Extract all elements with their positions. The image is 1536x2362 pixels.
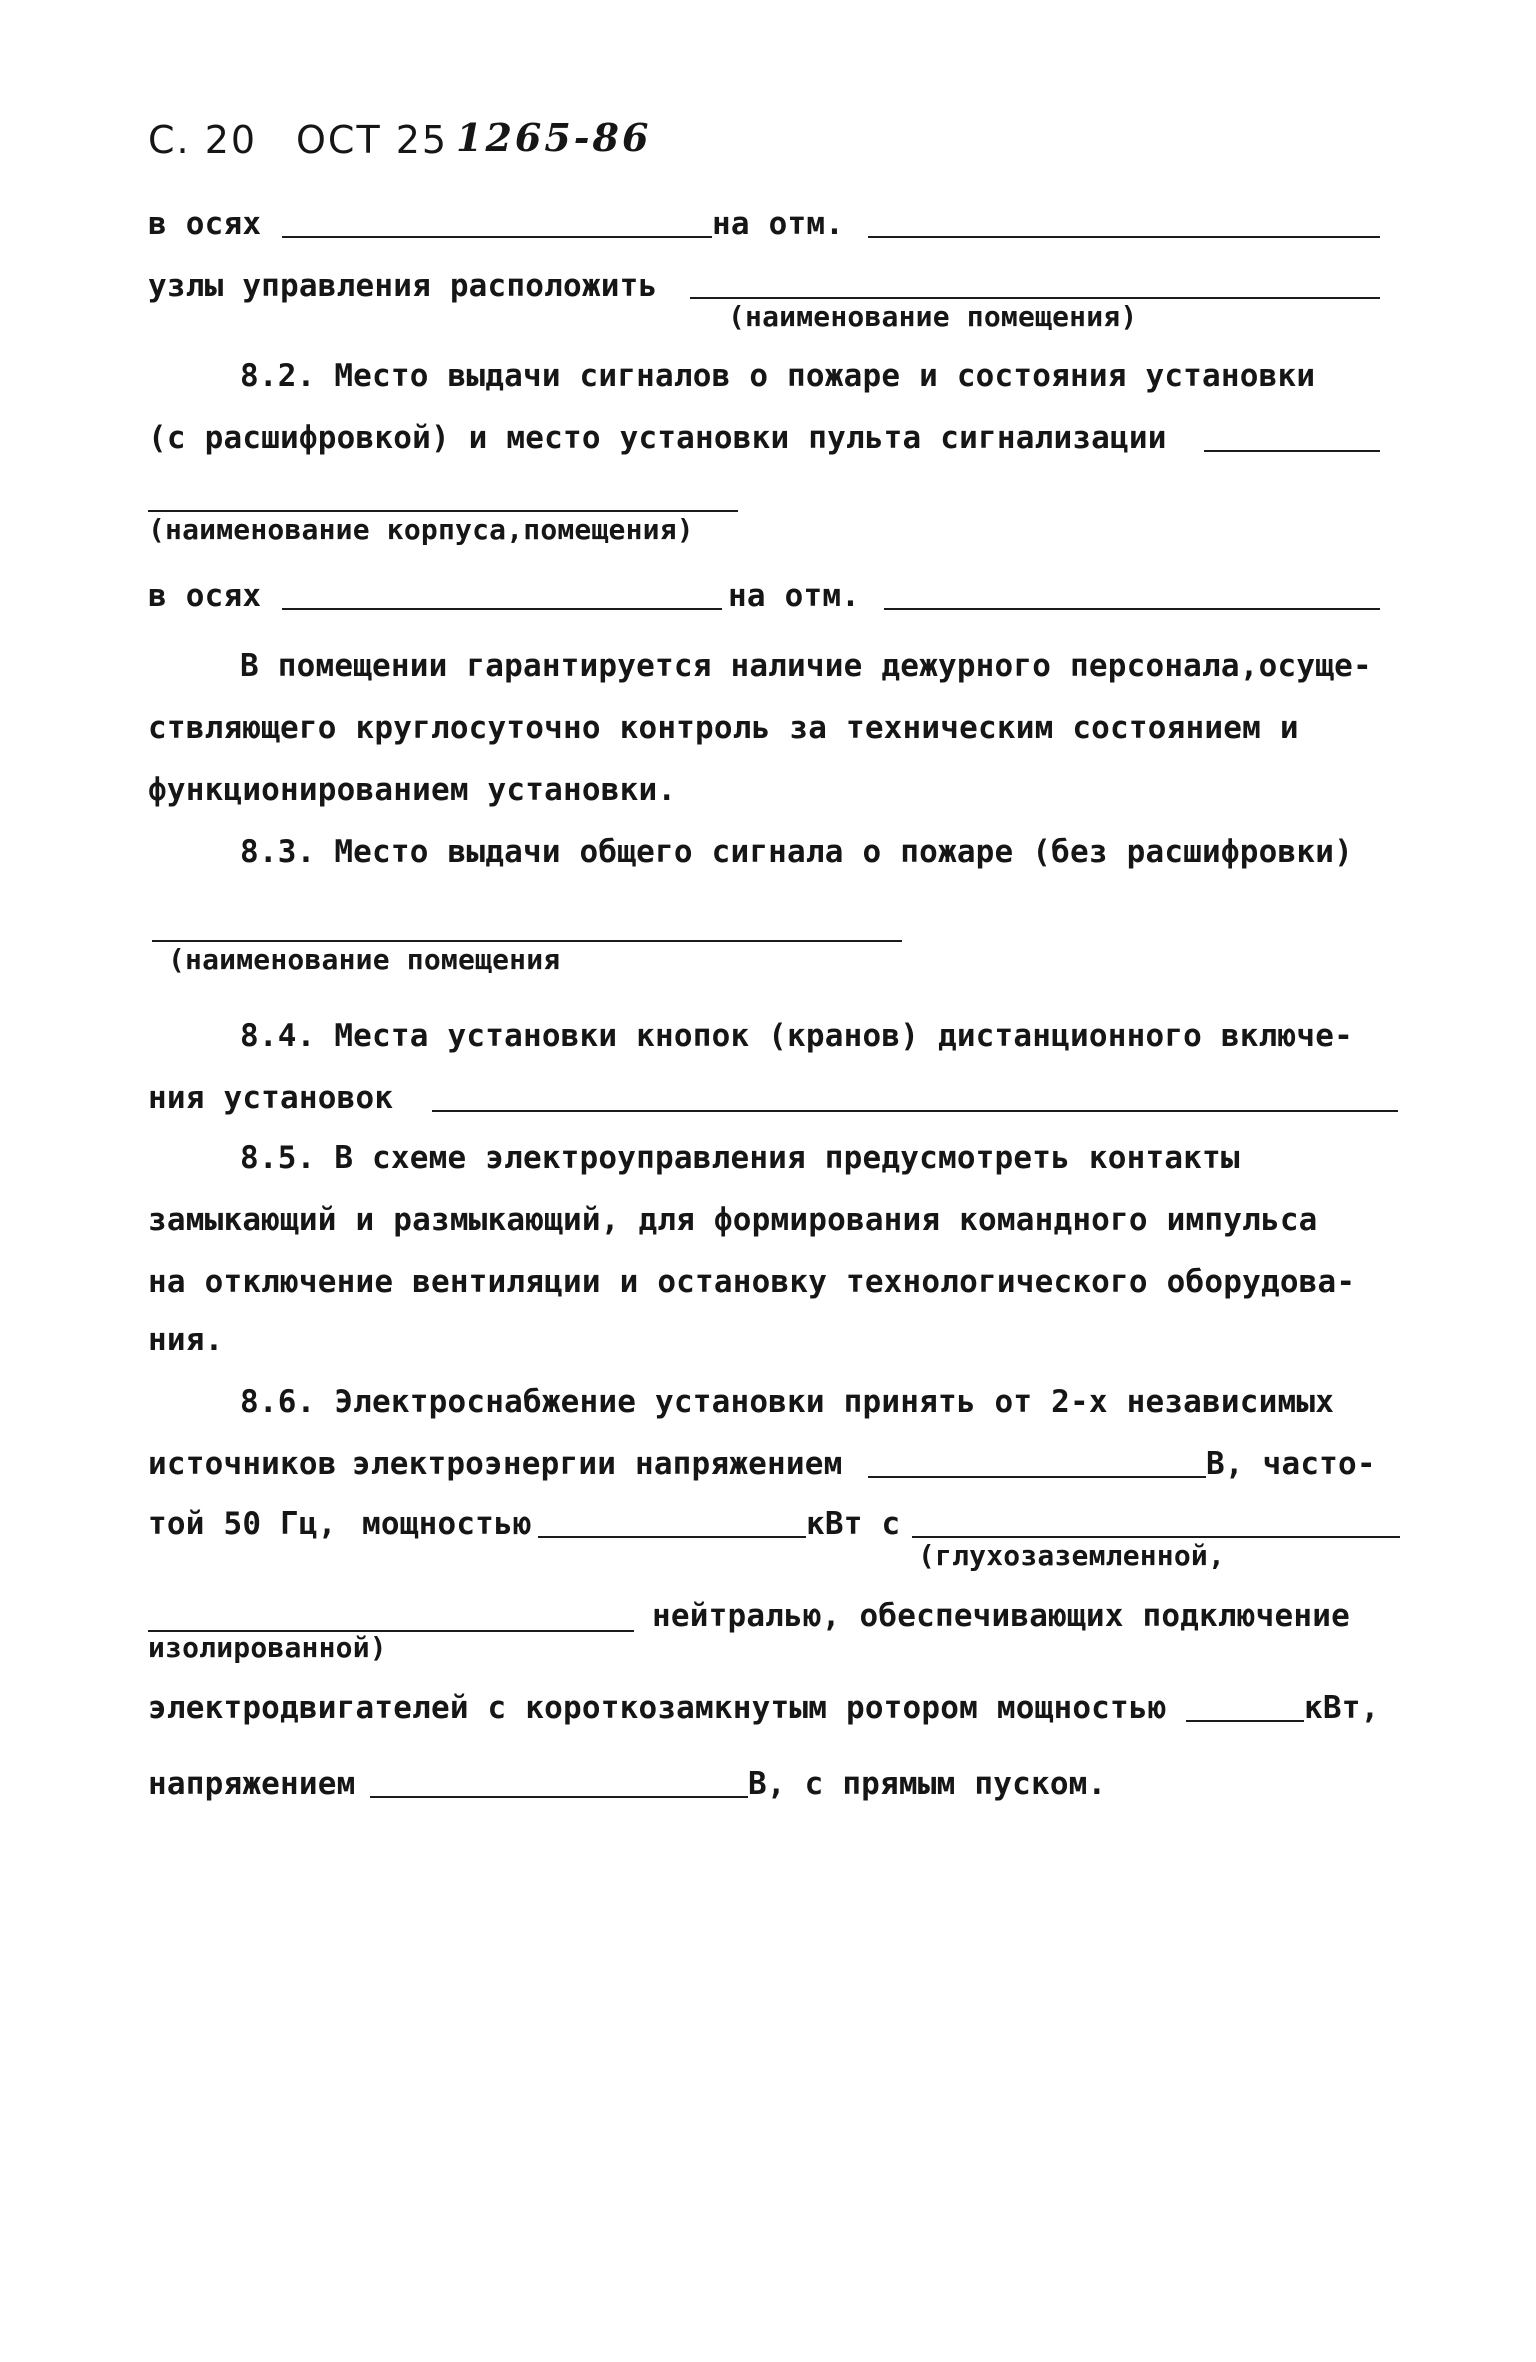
building-room-caption: (наименование корпуса,помещения) [148,513,694,546]
section-8-2-line-1: 8.2. Место выдачи сигналов о пожаре и состояния установки [240,358,1316,394]
section-8-5-line-2: замыкающий и размыкающий, для формирования командного импульса [148,1202,1318,1238]
voltage-fill-line [868,1476,1206,1478]
elevation-fill-line [868,236,1380,238]
section-8-5-line-4: ния. [148,1322,224,1358]
duty-paragraph-line-1: В помещении гарантируется наличие дежурного персонала,осуще- [240,648,1372,684]
axes-label-2: в осях [148,578,262,614]
section-8-2-line-2: (с расшифровкой) и место установки пульта сигнализации [148,420,1167,456]
axes-fill-line [282,236,712,238]
section-8-4-line-1: 8.4. Места установки кнопок (кранов) дистанционного включе- [240,1018,1353,1054]
motors-text: электродвигателей с короткозамкнутым ротором мощностью [148,1690,1167,1726]
isolated-caption: изолированной) [148,1631,387,1664]
section-8-6-power-label: мощностью [362,1506,532,1542]
section-8-5-line-3: на отключение вентиляции и остановку технологического оборудова- [148,1264,1356,1300]
buttons-location-fill-line [432,1110,1398,1112]
control-units-label: узлы управления расположить [148,268,658,304]
handwritten-doc-number: 1265-86 [456,115,652,160]
power-fill-line [538,1536,806,1538]
axes-fill-line-2 [282,608,722,610]
section-8-6-frequency: той 50 Гц, [148,1506,337,1542]
motors-kw: кВт, [1304,1690,1380,1726]
section-8-6-volt-freq: В, часто- [1206,1446,1376,1482]
section-8-6-energy: электроэнергии напряжением [352,1446,843,1482]
direct-start-text: В, с прямым пуском. [748,1766,1107,1802]
section-8-6-sources: источников [148,1446,337,1482]
axes-label: в осях [148,206,262,242]
section-8-6-kw-with: кВт с [806,1506,901,1542]
neutral-text: нейтралью, обеспечивающих подключение [652,1598,1350,1634]
duty-paragraph-line-3: функционированием установки. [148,772,677,808]
section-8-3-line-1: 8.3. Место выдачи общего сигнала о пожаре (без расшифровки) [240,834,1353,870]
elevation-fill-line-2 [884,608,1380,610]
duty-paragraph-line-2: ствляющего круглосуточно контроль за техническим состоянием и [148,710,1299,746]
grounded-caption: (глухозаземленной, [918,1539,1226,1572]
standard-code: ОСТ 25 [296,118,449,162]
elevation-label: на отм. [712,206,845,242]
room-name-caption: (наименование помещения) [728,300,1138,333]
elevation-label-2: на отм. [728,578,861,614]
page-number: С. 20 [148,118,258,162]
section-8-4-line-2: ния установок [148,1080,394,1116]
motor-voltage-fill-line [370,1796,748,1798]
panel-location-fill-line [1204,450,1380,452]
room-name-caption-2: (наименование помещения [168,943,561,976]
section-8-6-line-1: 8.6. Электроснабжение установки принять от 2-х независимых [240,1384,1335,1420]
voltage-label: напряжением [148,1766,356,1802]
motor-power-fill-line [1186,1720,1304,1722]
section-8-5-line-1: 8.5. В схеме электроуправления предусмотреть контакты [240,1140,1240,1176]
